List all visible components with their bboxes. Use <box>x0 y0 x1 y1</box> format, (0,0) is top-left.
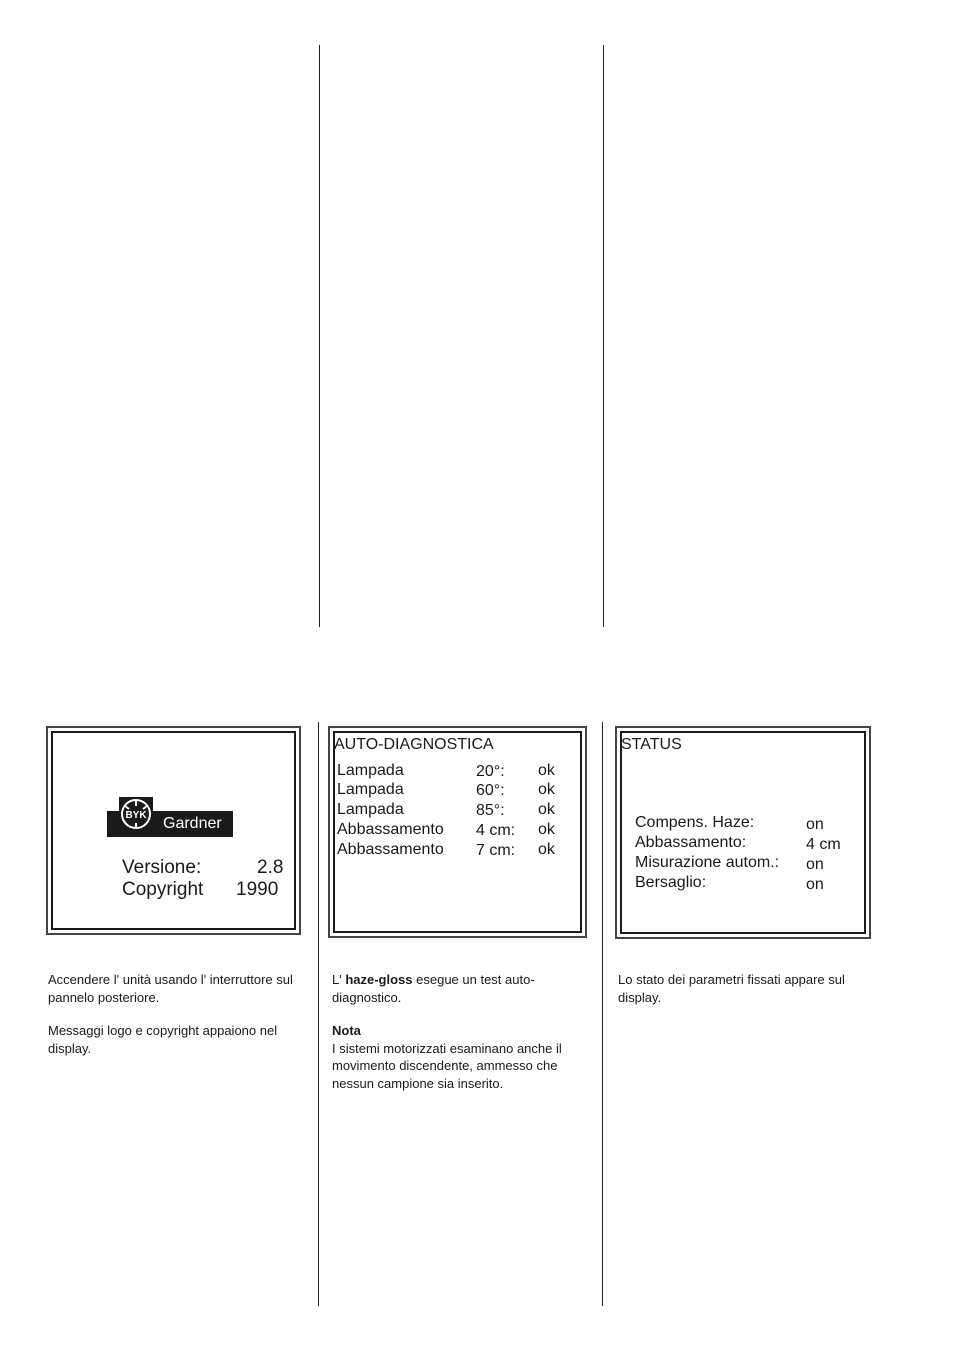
status-row-value: 4 cm <box>806 836 841 853</box>
caption-prefix: L' <box>332 972 346 987</box>
note-title: Nota <box>332 1023 361 1038</box>
diag-row-label: Lampada <box>337 762 404 779</box>
status-row-label: Bersaglio: <box>635 874 707 891</box>
note-block <box>332 1022 594 1092</box>
diag-row-result: ok <box>538 841 555 858</box>
caption-diagnostics <box>332 971 594 1092</box>
status-row-value: on <box>806 816 824 833</box>
copyright-label: Copyright <box>122 879 204 900</box>
badge-text: BYK <box>125 810 147 821</box>
diag-row-param: 85°: <box>476 802 505 819</box>
status-row-label: Misurazione autom.: <box>635 854 780 871</box>
column-divider-top-right <box>603 45 604 627</box>
status-row-value: on <box>806 856 824 873</box>
byk-badge-icon <box>119 797 153 831</box>
byk-gardner-logo <box>107 797 233 839</box>
diag-row-result: ok <box>538 762 555 779</box>
version-value: 2.8 <box>257 857 284 878</box>
status-row-label: Abbassamento: <box>635 834 747 851</box>
diag-row-param: 60°: <box>476 782 505 799</box>
diag-row-label: Abbassamento <box>337 841 444 858</box>
diag-row-label: Lampada <box>337 801 404 818</box>
diag-row-param: 7 cm: <box>476 842 516 859</box>
caption-rest: esegue un test auto-diagnostico. <box>332 972 535 1005</box>
note-text: I sistemi motorizzati esaminano anche il movimento discendente, ammesso che nessun campione sia inserito. <box>332 1040 562 1091</box>
diag-row-result: ok <box>538 781 555 798</box>
brand-name: Gardner <box>163 815 222 832</box>
product-name: haze-gloss <box>345 972 413 987</box>
version-label: Versione: <box>122 857 202 878</box>
status-row-label: Compens. Haze: <box>635 814 755 831</box>
caption-status <box>618 971 880 1022</box>
diag-row-result: ok <box>538 821 555 838</box>
copyright-value: 1990 <box>236 879 279 900</box>
column-divider-bottom-left <box>318 722 319 1306</box>
caption-diagnostics-p1 <box>332 971 594 1006</box>
diag-row-label: Abbassamento <box>337 821 444 838</box>
diag-row-label: Lampada <box>337 781 404 798</box>
diag-row-param: 4 cm: <box>476 822 516 839</box>
column-divider-top-left <box>319 45 320 627</box>
caption-startup <box>48 971 310 1073</box>
diagnostics-title: AUTO-DIAGNOSTICA <box>334 736 494 753</box>
caption-startup-p1: Accendere l' unità usando l' interruttore sul pannelo posteriore. <box>48 972 293 1005</box>
diag-row-result: ok <box>538 801 555 818</box>
status-title: STATUS <box>621 736 682 753</box>
caption-status-p1: Lo stato dei parametri fissati appare sul display. <box>618 972 845 1005</box>
column-divider-bottom-right <box>602 722 603 1306</box>
caption-startup-p2: Messaggi logo e copyright appaiono nel display. <box>48 1023 278 1056</box>
status-row-value: on <box>806 876 824 893</box>
diag-row-param: 20°: <box>476 763 505 780</box>
